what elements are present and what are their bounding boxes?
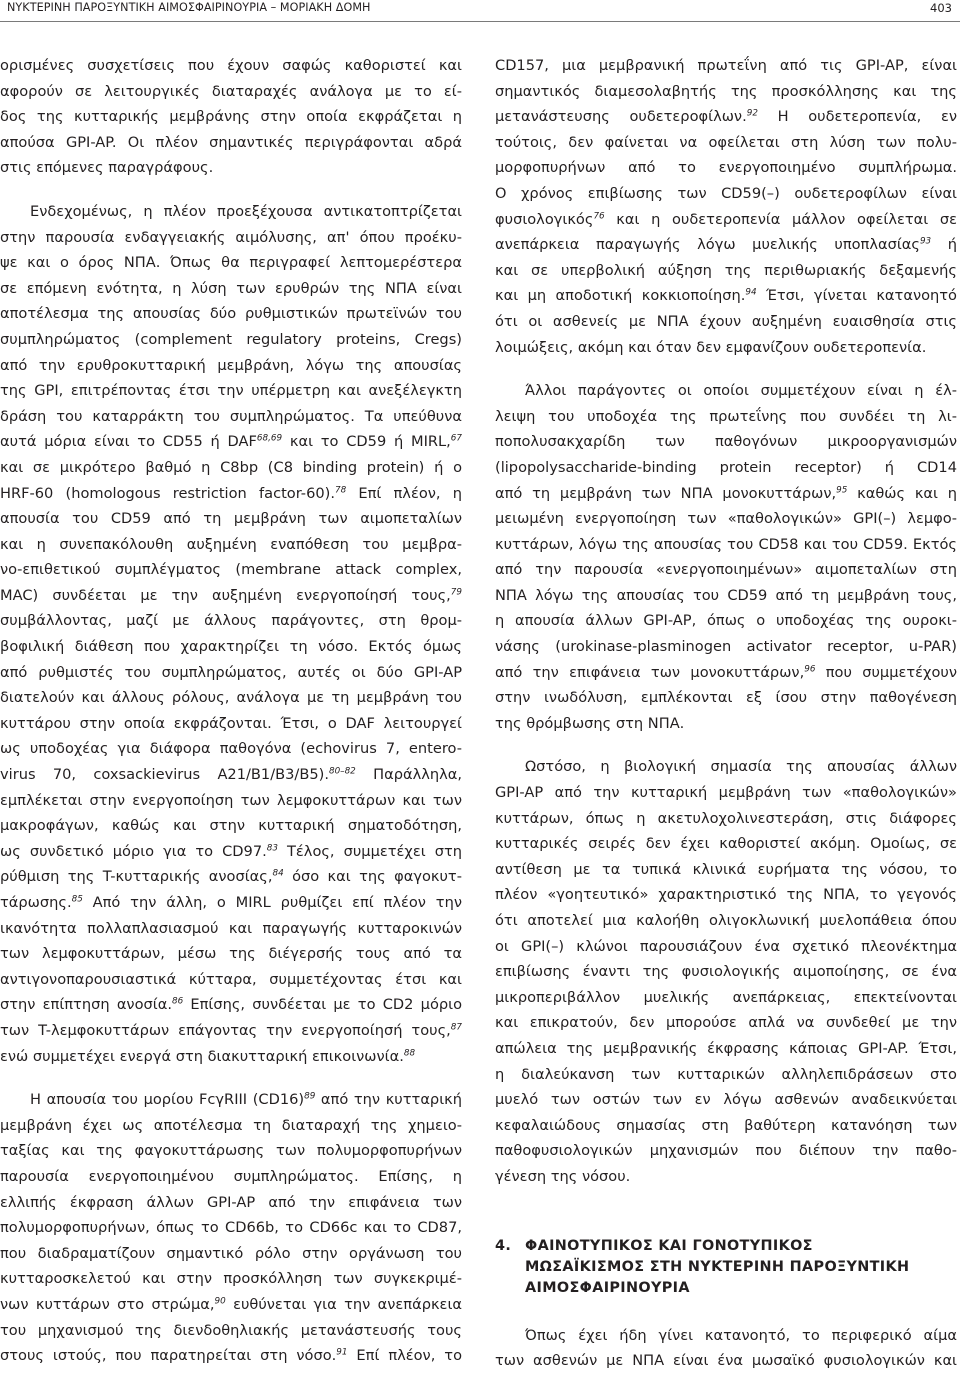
reference-superscript: 76 (593, 211, 605, 222)
text-line: Όπως έχει ήδη γίνει κατανοητό, το περιφερικό αίμα (525, 1326, 957, 1344)
text-line: ταξίας και της φαγοκυττάρωσης των πολυμορφοπυρήνων (0, 1142, 462, 1160)
text-line: από την ερυθροκυτταρική μεμβράνη, λόγω της απουσίας (0, 356, 462, 374)
text-line: MAC) συνδέεται με την αυξημένη ενεργοποίησή τους,$^{79}$ (0, 586, 462, 604)
text-line: παρουσία ενεργοποιημένου συμπληρώματος. Επίσης, η (0, 1167, 462, 1185)
reference-superscript: 89 (304, 1091, 316, 1102)
section-number: 4. (495, 1237, 512, 1254)
text-line: virus 70, coxsackievirus A21/B1/B3/B5).$^{80-82}$ Παράλληλα, (0, 766, 462, 784)
text-line: ρύθμιση της T-κυτταρικής ανοσίας,$^{84}$ όσο και της φαγοκυτ- (0, 868, 462, 886)
text-line: οι GPI(–) κλώνοι παρουσιάζουν ένα σχετικό πλεονέκτημα (495, 937, 957, 955)
text-line: ποπολυσακχαρίδη των παθογόνων μικροοργανισμών (495, 433, 957, 451)
text-line: κυτταροσκελετού και στην προσκόλληση των συγκεκριμέ- (0, 1270, 462, 1288)
text-line: βοφιλική διάθεση που χαρακτηρίζει τη νόσο. Εκτός όμως (0, 638, 462, 656)
text-line: πολυμορφοπυρήνων, όπως το CD66b, το CD66c και το CD87, (0, 1219, 462, 1237)
text-line: αφορούν σε λειτουργικές διαταραχές ανάλογα με το εί- (0, 82, 462, 100)
text-line: η διαλεύκανση των κυτταρικών αλληλεπιδράσεων στο (495, 1065, 957, 1083)
text-line: HRF-60 (homologous restriction factor-60).$^{78}$ Επί πλέον, η (0, 484, 462, 502)
text-line: Ο χρόνος επιβίωσης των CD59(–) ουδετεροφίλων είναι (495, 184, 957, 202)
text-line: ανεπάρκεια παραγωγής λόγω μυελικής υποπλασίας$^{93}$ ή (495, 236, 957, 254)
reference-superscript: 78 (334, 485, 347, 496)
text-line: κυττάρων, όπως η ακετυλοχολινεστεράση, στις διάφορες (495, 809, 957, 827)
paragraph (0, 199, 462, 1069)
text-line: στην επίπτηση ανοσία.$^{86}$ Επίσης, συνδέεται με το CD2 μόριο (0, 996, 462, 1014)
text-line: κεφαλαιώδους σημασίας στη βαθύτερη κατανόηση των (495, 1116, 957, 1134)
text-line: των λεμφοκυττάρων, μέσω της διέγερσής τους από τα (0, 945, 462, 963)
text-line: νάσης (urokinase-plasminogen activator receptor, u-PAR) (495, 638, 957, 656)
text-line: η απουσία άλλων GPI-AP, όπως ο υποδοχέας της ουροκι- (495, 612, 957, 630)
text-line: στις επόμενες παραγράφους. (0, 159, 214, 177)
text-line: αποτέλεσμα της απουσίας δύο ρυθμιστικών πρωτεϊνών του (0, 305, 462, 323)
reference-superscript: 87 (450, 1022, 462, 1033)
text-line: κυττάρων, λόγω της απουσίας του CD58 και του CD59. Εκτός (495, 535, 957, 553)
reference-superscript: 79 (450, 587, 462, 598)
reference-superscript: 96 (804, 664, 816, 675)
text-line: CD157, μια μεμβρανική πρωτεΐνη από τις GPI-AP, είναι (495, 57, 957, 74)
text-line: σε επόμενη ενότητα, η λύση των ερυθρών της ΝΠΑ είναι (0, 279, 462, 297)
reference-superscript: 92 (746, 108, 758, 119)
text-line: δος της κυτταρικής μεμβράνης στην οποία εκφράζεται η (0, 108, 462, 126)
reference-superscript: 93 (919, 236, 932, 247)
text-line: ενώ συμμετέχει ενεργά στη διακυτταρική επικοινωνία.$^{88}$ (0, 1047, 416, 1065)
text-line: συμβάλλοντας, μαζί με άλλους παράγοντες, στη θρομ- (0, 612, 462, 630)
text-line: μορφοπυρήνων από το ενεργοποιημένο συμπλήρωμα. (495, 159, 957, 177)
reference-superscript: 67 (450, 434, 462, 445)
text-line: απώλεια της μεμβρανικής έκφρασης κάποιας GPI-AP. Έτσι, (495, 1039, 957, 1057)
reference-superscript: 80–82 (328, 766, 356, 777)
reference-superscript: 83 (266, 843, 278, 854)
text-line: ότι οι ασθενείς με ΝΠΑ έχουν αυξημένη ευαισθησία στις (495, 312, 957, 330)
text-line: μειωμένη ενεργοποίηση των «παθολογικών» GPI(–) λεμφο- (495, 510, 957, 528)
text-line: Η απουσία του μορίου FcγRIII $(CD16)^{89}$ από την κυτταρική (30, 1091, 462, 1109)
text-line: από την παρουσία «ενεργοποιημένων» αιμοπεταλίων στη (495, 561, 957, 579)
right-column (495, 53, 957, 1374)
header-rule (0, 21, 960, 22)
text-line: επιβίωσης έναντι της φυσιολογικής αιμοποίησης, σε ένα (495, 963, 957, 981)
text-line: και σε υπερβολική αύξηση της περιθωριακής δεξαμενής (495, 261, 957, 279)
text-line: μικροπεριβάλλον μυελικής ανεπάρκειας, επεκτείνονται (495, 988, 957, 1006)
text-line: ελλιπής έκφραση άλλων GPI-AP από την επιφάνεια των (0, 1193, 462, 1211)
text-line: των ασθενών με ΝΠΑ είναι ένα μωσαϊκό φυσιολογικών και (495, 1352, 957, 1370)
text-line: και σε μικρότερο βαθμό η C8bp (C8 binding protein) ή ο (0, 458, 462, 476)
text-line: στην ινωδόλυση, εμπλέκονται εξ ίσου στην παθογένεση (495, 689, 957, 707)
text-line: μακροφάγων, καθώς και στην κυτταρική σηματοδότηση, (0, 817, 462, 835)
text-line: απουσία του CD59 από τη μεμβράνη των αιμοπεταλίων (0, 510, 462, 528)
text-line: λειψη του υποδοχέα της πρωτεΐνης που συνδέει τη λι- (495, 407, 957, 425)
text-line: ορισμένες συσχετίσεις που έχουν σαφώς καθοριστεί και (0, 57, 462, 74)
reference-superscript: 94 (745, 288, 757, 299)
text-line: από ρυθμιστές του συμπληρώματος, αυτές οι δύο GPI-AP (0, 663, 462, 681)
text-line: δράση του καταρράκτη του συμπληρώματος. Τα υπεύθυνα (0, 407, 462, 425)
text-line: στην παρουσία ενδαγγειακής αιμόλυσης, απ' όπου προέκυ- (0, 228, 462, 246)
paragraph (495, 378, 957, 736)
text-line: μεμβράνη έχει ως αποτέλεσμα τη διαταραχή της χημειο- (0, 1116, 462, 1134)
text-line: αυτά μόρια είναι το CD55 ή DAF$^{68,69}$ και το CD59 ή MIRL,$^{67}$ (0, 433, 462, 451)
text-line: λοιμώξεις, ακόμη και όταν δεν εμφανίζουν ουδετεροπενία. (495, 338, 927, 356)
section-heading-line: ΑΙΜΟΣΦΑΙΡΙΝΟΥΡΙΑ (525, 1279, 690, 1296)
text-line: κυττάρου στην οποία εκφράζονται. Έτσι, ο DAF λειτουργεί (0, 714, 462, 732)
section-heading (495, 1236, 957, 1299)
paragraph (495, 53, 957, 360)
text-line: ως υποδοχέας για διάφορα παθογόνα (echovirus 7, entero- (0, 740, 462, 758)
text-line: κυτταρικές σειρές δεν έχει καθοριστεί ακόμη. Ομοίως, σε (495, 835, 957, 853)
text-line: φυσιολογικός$^{76}$ και η ουδετεροπενία μάλλον οφείλεται σε (495, 210, 957, 228)
text-line: και η συνεπακόλουθη αυξημένη εναπόθεση του μεμβρα- (0, 535, 462, 553)
running-header (0, 0, 960, 22)
text-line: συμπληρώματος (complement regulatory proteins, Cregs) (0, 330, 462, 348)
text-line: μετανάστευσης ουδετεροφίλων.$^{92}$ Η ουδετεροπενία, εν (495, 108, 957, 126)
page-number: 403 (930, 1, 952, 15)
text-line: τούτοις, δεν φαίνεται να οφείλεται στη λύση των πολυ- (495, 133, 957, 151)
paragraph (495, 1323, 957, 1374)
section-heading-line: ΦΑΙΝΟΤΥΠΙΚΟΣ ΚΑΙ ΓΟΝΟΤΥΠΙΚΟΣ (525, 1237, 813, 1254)
reference-superscript: 86 (171, 997, 184, 1008)
reference-superscript: 68,69 (256, 434, 283, 445)
text-line: Ενδεχομένως, η πλέον προεξέχουσα αντικατοπτρίζεται (30, 202, 462, 220)
text-line: διατελούν και άλλους ρόλους, ανάλογα με τη μεμβράνη του (0, 689, 462, 707)
text-line: νο-επιθετικού συμπλέγματος (membrane attack complex, (0, 561, 462, 579)
text-line: ΝΠΑ λόγω της απουσίας του CD59 από τη μεμβράνη τους, (495, 586, 957, 604)
text-line: απούσα GPI-AP. Οι πλέον σημαντικές περιγράφονται αδρά (0, 133, 462, 151)
reference-superscript: 90 (214, 1296, 226, 1307)
text-line: γένεση της νόσου. (495, 1167, 631, 1185)
reference-superscript: 85 (71, 894, 83, 905)
text-line: μυελό των οστών των εν λόγω ασθενών αναδεικνύεται (495, 1091, 957, 1109)
text-line: σημαντικός διαμεσολαβητής της προσκόλλησης και της (495, 82, 957, 100)
text-line: από τη μεμβράνη των ΝΠΑ μονοκυττάρων,$^{95}$ καθώς και η (495, 484, 958, 502)
reference-superscript: 95 (836, 485, 848, 496)
text-line: Ωστόσο, η βιολογική σημασία της απουσίας άλλων (525, 758, 957, 776)
reference-superscript: 91 (336, 1347, 348, 1358)
text-line: Άλλοι παράγοντες οι οποίοι συμμετέχουν είναι η έλ- (525, 382, 957, 400)
text-line: ικανότητα πολλαπλασιασμού και παραγωγής κυτταροκινών (0, 919, 462, 937)
reference-superscript: 88 (403, 1048, 416, 1059)
text-line: που διαδραματίζουν σημαντικό ρόλο στην οργάνωση του (0, 1244, 462, 1262)
text-line: της θρόμβωσης στη ΝΠΑ. (495, 714, 685, 732)
left-column (0, 53, 462, 1369)
section-heading-line: ΜΩΣΑΪΚΙΣΜΟΣ ΣΤΗ ΝΥΚΤΕΡΙΝΗ ΠΑΡΟΞΥΝΤΙΚΗ (525, 1258, 910, 1275)
text-line: των T-λεμφοκυττάρων επάγοντας την ενεργοποίησή τους,$^{87}$ (0, 1021, 462, 1039)
text-line: παθοφυσιολογικών μηχανισμών που διέπουν την παθο- (495, 1142, 957, 1160)
text-line: του μηχανισμού της διενδοθηλιακής μετανάστευσής τους (0, 1321, 462, 1339)
paragraph (495, 754, 957, 1189)
text-line: ότι αποτελεί μια καλοήθη ολιγοκλωνική μυελοπάθεια όπου (495, 912, 957, 929)
text-line: από την επιφάνεια των μονοκυττάρων,$^{96}$ που συμμετέχουν (495, 663, 957, 681)
text-line: (lipopolysaccharide-binding protein receptor) ή CD14 (495, 458, 957, 476)
text-line: και επικρατούν, δεν μπορούσε απλά να συνδεθεί με την (495, 1014, 957, 1032)
text-line: τάρωσης.$^{85}$ Από την άλλη, ο MIRL ρυθμίζει επί πλέον την (0, 894, 462, 911)
text-line: αντιγονοπαρουσιαστικά κύτταρα, συμμετέχοντας έτσι και (0, 970, 462, 988)
text-line: εμπλέκεται στην ενεργοποίηση των λεμφοκυττάρων και των (0, 791, 462, 809)
text-line: GPI-AP από την κυτταρική μεμβράνη των «παθολογικών» (495, 784, 957, 802)
text-line: ψε και ο όρος ΝΠΑ. Όπως θα περιγραφεί λεπτομερέστερα (0, 254, 462, 272)
text-line: της GPI, επιτρέποντας έτσι την υπέρμετρη και ανεξέλεγκτη (0, 382, 462, 400)
text-line: πλέον «γοητευτικό» χαρακτηριστικό της ΝΠΑ, το γεγονός (495, 886, 957, 904)
paragraph (0, 1087, 462, 1369)
text-line: αντίθεση με τα τυπικά κλινικά ευρήματα της νόσου, το (495, 860, 957, 878)
paragraph (0, 53, 462, 181)
text-line: και μη αποδοτική κοκκιοποίηση.$^{94}$ Έτσι, γίνεται κατανοητό (495, 287, 957, 305)
text-line: στους ιστούς, που παρατηρείται στη νόσο.$^{91}$ Επί πλέον, το (0, 1347, 462, 1365)
running-title: ΝΥΚΤΕΡΙΝΗ ΠΑΡΟΞΥΝΤΙΚΗ ΑΙΜΟΣΦΑΙΡΙΝΟΥΡΙΑ – ΜΟΡΙΑΚΗ ΔΟΜΗ (7, 1, 371, 14)
reference-superscript: 84 (272, 869, 284, 880)
text-line: νων κυττάρων στο στρώμα,$^{90}$ ευθύνεται για την ανεπάρκεια (0, 1295, 463, 1313)
text-line: ως συνδετικό μόριο για το CD97.83 Τέλος, συμμετέχει στη (0, 842, 463, 860)
